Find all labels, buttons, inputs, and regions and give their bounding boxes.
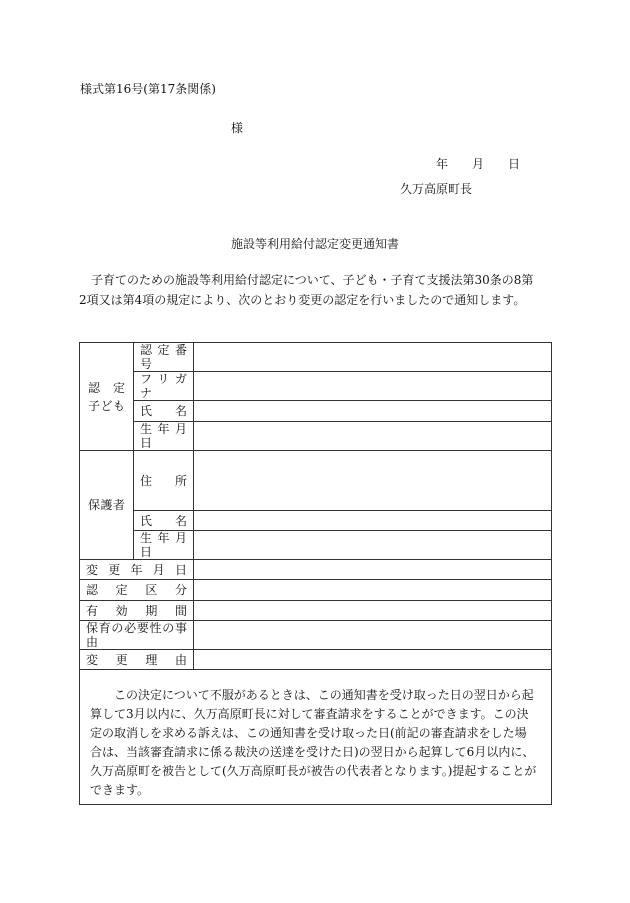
care-reason-field[interactable] <box>194 621 552 650</box>
change-date-label: 変更年月日 <box>80 560 194 580</box>
cert-number-label: 認定番号 <box>134 343 194 372</box>
form-number: 様式第16号(第17条関係) <box>80 82 216 96</box>
table-row <box>80 451 552 511</box>
appeal-notice: この決定について不服があるときは、この通知書を受け取った日の翌日から起算して3月以内に、久万高原町長に対して審査請求をすることができます。この決定の取消しを求める訴えは、この通知書を受け取った日(前記の審査請求をした場合は、当該審査請求に係る裁決の送達を受けた日)の翌日から起算して6月以内に、久万高原町を被告として(久万高原町長が被告の代表者となります。)提起することができます。 <box>80 670 552 805</box>
change-reason-field[interactable] <box>194 650 552 670</box>
guardian-group-label: 保護者 <box>80 451 134 560</box>
furigana-label: フリガナ <box>134 372 194 401</box>
date-month-label: 月 <box>472 157 485 171</box>
document-title: 施設等利用給付認定変更通知書 <box>230 237 399 251</box>
child-group-label: 認 定 子ども <box>80 343 134 451</box>
table-row <box>80 601 552 621</box>
recipient-honorific: 様 <box>231 121 244 135</box>
date-year-label: 年 <box>436 157 449 171</box>
issuer-name: 久万高原町長 <box>400 182 473 196</box>
child-birth-field[interactable] <box>194 422 552 451</box>
valid-period-field[interactable] <box>194 601 552 621</box>
table-row <box>80 650 552 670</box>
table-row <box>80 372 552 401</box>
care-reason-label: 保育の必要性の事由 <box>80 621 194 650</box>
guardian-name-label: 氏名 <box>134 511 194 531</box>
valid-period-label: 有効期間 <box>80 601 194 621</box>
change-reason-label: 変更理由 <box>80 650 194 670</box>
cert-number-field[interactable] <box>194 343 552 372</box>
change-date-field[interactable] <box>194 560 552 580</box>
table-row <box>80 580 552 601</box>
table-row <box>80 531 552 560</box>
address-label: 住所 <box>134 451 194 511</box>
table-row <box>80 621 552 650</box>
child-birth-label: 生年月日 <box>134 422 194 451</box>
child-name-field[interactable] <box>194 401 552 422</box>
table-row <box>80 343 552 372</box>
cert-category-label: 認定区分 <box>80 580 194 601</box>
date-day-label: 日 <box>508 157 521 171</box>
table-row <box>80 511 552 531</box>
cert-category-field[interactable] <box>194 580 552 601</box>
intro-paragraph: 子育てのための施設等利用給付認定について、子ども・子育て支援法第30条の8第2項又は第4項の規定により、次のとおり変更の認定を行いましたので通知します。 <box>79 273 534 307</box>
child-name-label: 氏名 <box>134 401 194 422</box>
guardian-birth-field[interactable] <box>194 531 552 560</box>
furigana-field[interactable] <box>194 372 552 401</box>
table-row <box>80 560 552 580</box>
guardian-birth-label: 生年月日 <box>134 531 194 560</box>
table-row <box>80 401 552 422</box>
table-row <box>80 422 552 451</box>
table-row <box>80 670 552 805</box>
address-field[interactable] <box>194 451 552 511</box>
guardian-name-field[interactable] <box>194 511 552 531</box>
certification-table <box>79 342 552 805</box>
